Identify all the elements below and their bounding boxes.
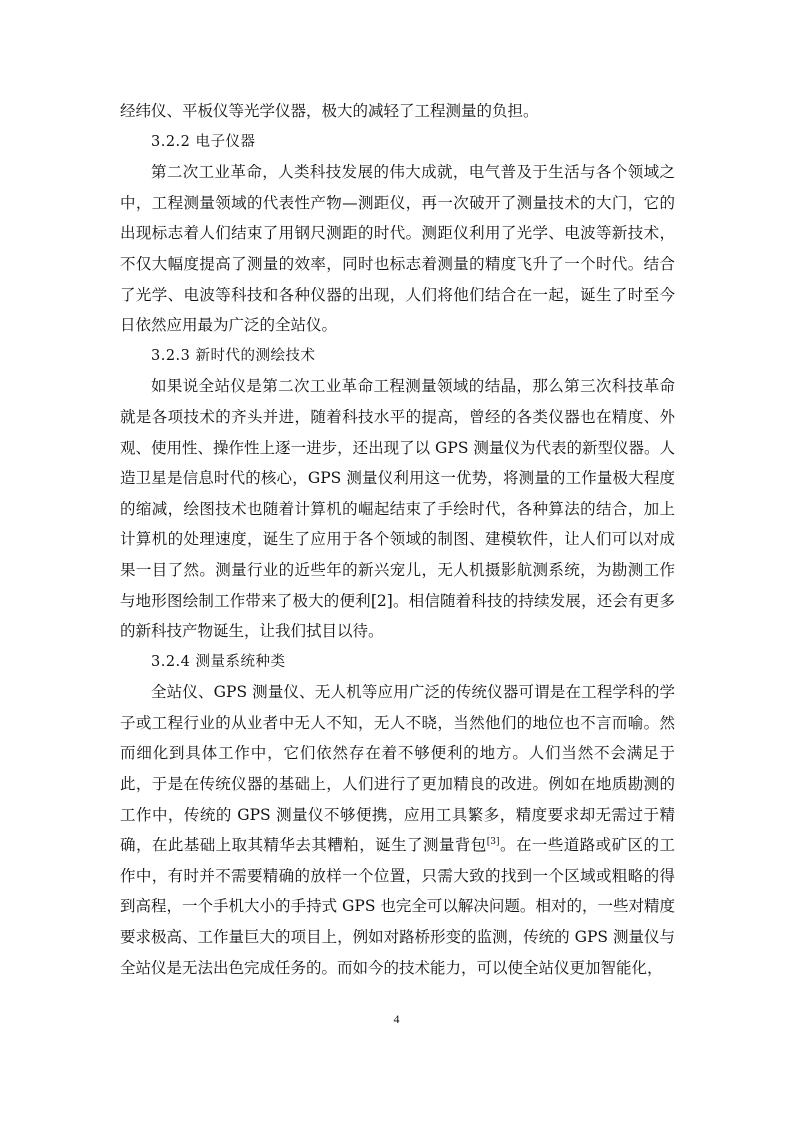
section-paragraph-3-2-3: 如果说全站仪是第二次工业革命工程测量领域的结晶，那么第三次科技革命就是各项技术的齐头并进，随着科技水平的提高，曾经的各类仪器也在精度、外观、使用性、操作性上逐一进步，还出现了以 GPS 测量仪为代表的新型仪器。人造卫星是信息时代的核心，GPS 测量仪利用这一优势，将测量的工作量极大程度的缩减，绘图技术也随着计算机的崛起结束了手绘时代，各种算法的结合，加上计算机的处理速度，诞生了应用于各个领域的制图、建模软件，让人们可以对成果一目了然。测量行业的近些年的新兴宠儿，无人机摄影航测系统，为勘测工作与地形图绘制工作带来了极大的便利[2]。相信随着科技的持续发展，还会有更多的新科技产物诞生，让我们拭目以待。 (120, 377, 675, 641)
section-heading-3-2-3: 3.2.3 新时代的测绘技术 (151, 347, 316, 364)
section-paragraph-3-2-2: 第二次工业革命，人类科技发展的伟大成就，电气普及于生活与各个领域之中，工程测量领域的代表性产物—测距仪，再一次破开了测量技术的大门，它的出现标志着人们结束了用钢尺测距的时代。测距仪利用了光学、电波等新技术，不仅大幅度提高了测量的效率，同时也标志着测量的精度飞升了一个时代。结合了光学、电波等科技和各种仪器的出现，人们将他们结合在一起，诞生了时至今日依然应用最为广泛的全站仪。 (120, 163, 675, 335)
paragraph-text-after-reference: 。在一些道路或矿区的工作中，有时并不需要精确的放样一个位置，只需大致的找到一个区域或粗略的得到高程，一个手机大小的手持式 GPS 也完全可以解决问题。相对的，一些对精度要求极高、工作量巨大的项目上，例如对路桥形变的监测，传统的 GPS 测量仪与全站仪是无法出色完成任务的。而如今的技术能力，可以使全站仪更加智能化， (120, 836, 675, 977)
paragraph-text-before-reference: 全站仪、GPS 测量仪、无人机等应用广泛的传统仪器可谓是在工程学科的学子或工程行业的从业者中无人不知，无人不晓，当然他们的地位也不言而喻。然而细化到具体工作中，它们依然存在着不够便利的地方。人们当然不会满足于此，于是在传统仪器的基础上，人们进行了更加精良的改进。例如在地质勘测的工作中，传统的 GPS 测量仪不够便携，应用工具繁多，精度要求却无需过于精确，在此基础上取其精华去其糟粕，诞生了测量背包 (120, 683, 675, 855)
section-heading-3-2-4: 3.2.4 测量系统种类 (151, 653, 286, 670)
document-body (120, 96, 675, 983)
section-paragraph-3-2-4 (120, 677, 675, 983)
opening-line: 经纬仪、平板仪等光学仪器，极大的减轻了工程测量的负担。 (120, 102, 539, 120)
page-number: 4 (393, 1012, 400, 1026)
reference-mark: [3] (486, 837, 500, 848)
section-heading-3-2-2: 3.2.2 电子仪器 (151, 133, 256, 150)
